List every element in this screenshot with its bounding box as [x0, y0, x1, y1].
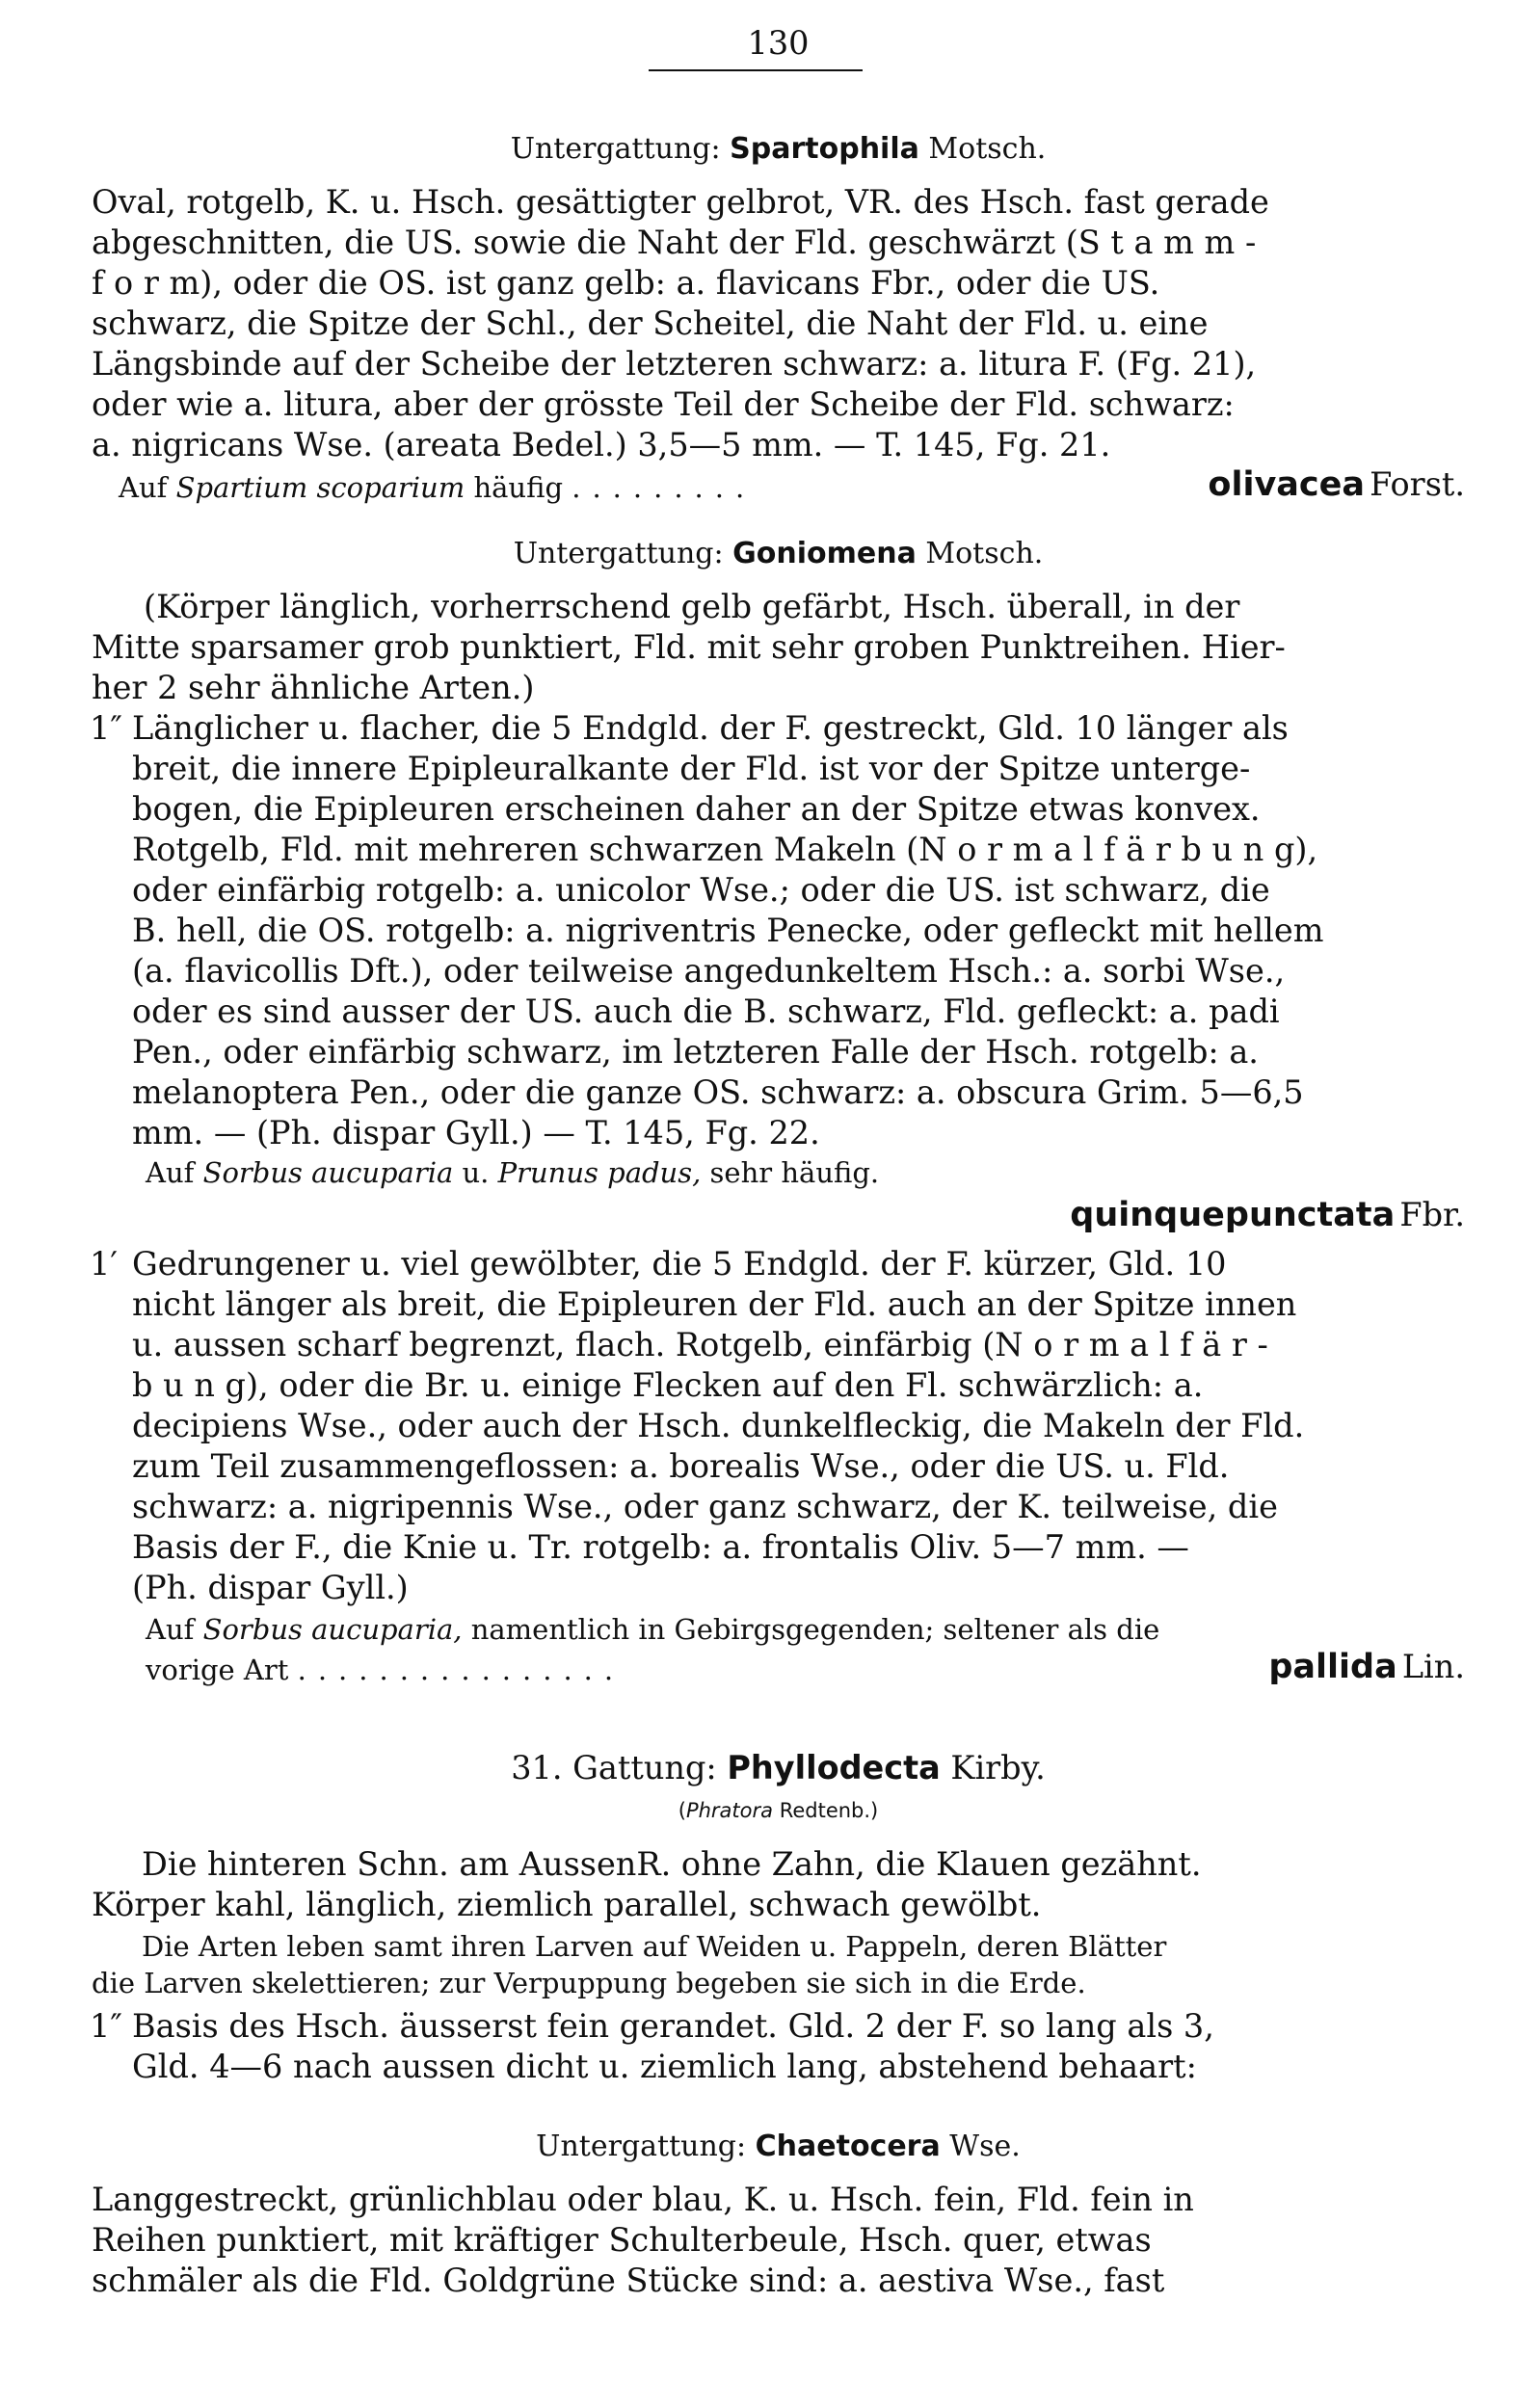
text-line: Länglicher u. flacher, die 5 Endgld. der F. gestreckt, Gld. 10 länger als: [132, 709, 1289, 747]
genus-heading-phyllodecta: 31. Gattung: Phyllodecta Kirby.: [511, 1749, 1046, 1786]
text-line: oder einfärbig rotgelb: a. unicolor Wse.; oder die US. ist schwarz, die: [132, 871, 1270, 909]
text-line: melanoptera Pen., oder die ganze OS. schwarz: a. obscura Grim. 5—6,5: [132, 1073, 1304, 1111]
text-line: Oval, rotgelb, K. u. Hsch. gesättigter gelbrot, VR. des Hsch. fast gerade: [92, 183, 1269, 221]
text-line: (a. flavicollis Dft.), oder teilweise angedunkeltem Hsch.: a. sorbi Wse.,: [132, 952, 1286, 990]
key-marker: 1′: [90, 1245, 118, 1283]
species-name-quinquepunctata: quinquepunctata Fbr.: [1070, 1196, 1465, 1234]
text-line: Langgestreckt, grünlichblau oder blau, K. u. Hsch. fein, Fld. fein in: [92, 2181, 1194, 2218]
host-plant-line: Auf Sorbus aucuparia, namentlich in Gebirgsgegenden; seltener als die: [146, 1613, 1160, 1646]
text-line: Rotgelb, Fld. mit mehreren schwarzen Makeln (N o r m a l f ä r b u n g),: [132, 831, 1318, 868]
subgenus-heading-goniomena: Untergattung: Goniomena Motsch.: [513, 537, 1044, 570]
text-line: Gld. 4—6 nach aussen dicht u. ziemlich lang, abstehend behaart:: [132, 2048, 1197, 2085]
text-line: schwarz, die Spitze der Schl., der Scheitel, die Naht der Fld. u. eine: [92, 304, 1209, 342]
text-line: Die hinteren Schn. am AussenR. ohne Zahn, die Klauen gezähnt.: [142, 1845, 1202, 1883]
page-number: 130: [747, 24, 810, 62]
text-line: mm. — (Ph. dispar Gyll.) — T. 145, Fg. 22.: [132, 1114, 820, 1151]
text-line: oder es sind ausser der US. auch die B. schwarz, Fld. gefleckt: a. padi: [132, 992, 1280, 1030]
text-line: bogen, die Epipleuren erscheinen daher an der Spitze etwas konvex.: [132, 790, 1261, 828]
text-line: Längsbinde auf der Scheibe der letzteren schwarz: a. litura F. (Fg. 21),: [92, 345, 1257, 383]
host-plant-line: Auf Sorbus aucuparia u. Prunus padus, sehr häufig.: [146, 1156, 880, 1189]
text-line: nicht länger als breit, die Epipleuren der Fld. auch an der Spitze innen: [132, 1285, 1297, 1323]
text-line: oder wie a. litura, aber der grösste Teil der Scheibe der Fld. schwarz:: [92, 385, 1235, 423]
text-line: abgeschnitten, die US. sowie die Naht der Fld. geschwärzt (S t a m m -: [92, 224, 1257, 261]
text-line: Basis der F., die Knie u. Tr. rotgelb: a. frontalis Oliv. 5—7 mm. —: [132, 1528, 1189, 1566]
text-line: zum Teil zusammengeflossen: a. borealis Wse., oder die US. u. Fld.: [132, 1447, 1230, 1485]
header-rule: [649, 69, 863, 71]
key-marker: 1″: [90, 2007, 122, 2045]
text-line: Mitte sparsamer grob punktiert, Fld. mit sehr groben Punktreihen. Hier-: [92, 628, 1286, 666]
species-name-pallida: pallida Lin.: [1268, 1648, 1465, 1686]
host-plant-line: vorige Art ................: [146, 1654, 625, 1686]
text-line: Körper kahl, länglich, ziemlich parallel, schwach gewölbt.: [92, 1886, 1042, 1923]
text-line: b u n g), oder die Br. u. einige Flecken auf den Fl. schwärzlich: a.: [132, 1366, 1204, 1404]
species-name-olivacea: olivacea Forst.: [1208, 465, 1465, 504]
note-line: die Larven skelettieren; zur Verpuppung begeben sie sich in die Erde.: [92, 1967, 1086, 1999]
text-line: her 2 sehr ähnliche Arten.): [92, 669, 535, 706]
text-line: Reihen punktiert, mit kräftiger Schulterbeule, Hsch. quer, etwas: [92, 2221, 1152, 2259]
genus-synonym: (Phratora Redtenb.): [678, 1799, 879, 1822]
text-line: f o r m), oder die OS. ist ganz gelb: a. flavicans Fbr., oder die US.: [92, 264, 1160, 302]
key-marker: 1″: [90, 709, 122, 747]
text-line: B. hell, die OS. rotgelb: a. nigriventris Penecke, oder gefleckt mit hellem: [132, 912, 1324, 949]
text-line: schmäler als die Fld. Goldgrüne Stücke sind: a. aestiva Wse., fast: [92, 2262, 1165, 2299]
text-line: breit, die innere Epipleuralkante der Fld. ist vor der Spitze unterge-: [132, 750, 1251, 787]
text-line: decipiens Wse., oder auch der Hsch. dunkelfleckig, die Makeln der Fld.: [132, 1407, 1305, 1444]
text-line: (Körper länglich, vorherrschend gelb gefärbt, Hsch. überall, in der: [144, 588, 1240, 625]
text-line: u. aussen scharf begrenzt, flach. Rotgelb, einfärbig (N o r m a l f ä r -: [132, 1326, 1268, 1363]
text-line: (Ph. dispar Gyll.): [132, 1569, 409, 1606]
text-line: Gedrungener u. viel gewölbter, die 5 Endgld. der F. kürzer, Gld. 10: [132, 1245, 1227, 1283]
text-line: a. nigricans Wse. (areata Bedel.) 3,5—5 mm. — T. 145, Fg. 21.: [92, 426, 1111, 463]
text-line: Basis des Hsch. äusserst fein gerandet. Gld. 2 der F. so lang als 3,: [132, 2007, 1214, 2045]
text-line: schwarz: a. nigripennis Wse., oder ganz schwarz, der K. teilweise, die: [132, 1488, 1278, 1525]
subgenus-heading-spartophila: Untergattung: Spartophila Motsch.: [510, 132, 1047, 166]
subgenus-heading-chaetocera: Untergattung: Chaetocera Wse.: [536, 2130, 1021, 2163]
text-line: Pen., oder einfärbig schwarz, im letzteren Falle der Hsch. rotgelb: a.: [132, 1033, 1259, 1071]
note-line: Die Arten leben samt ihren Larven auf Weiden u. Pappeln, deren Blätter: [142, 1930, 1167, 1963]
host-plant-line: Auf Spartium scoparium häufig .........: [119, 471, 757, 504]
